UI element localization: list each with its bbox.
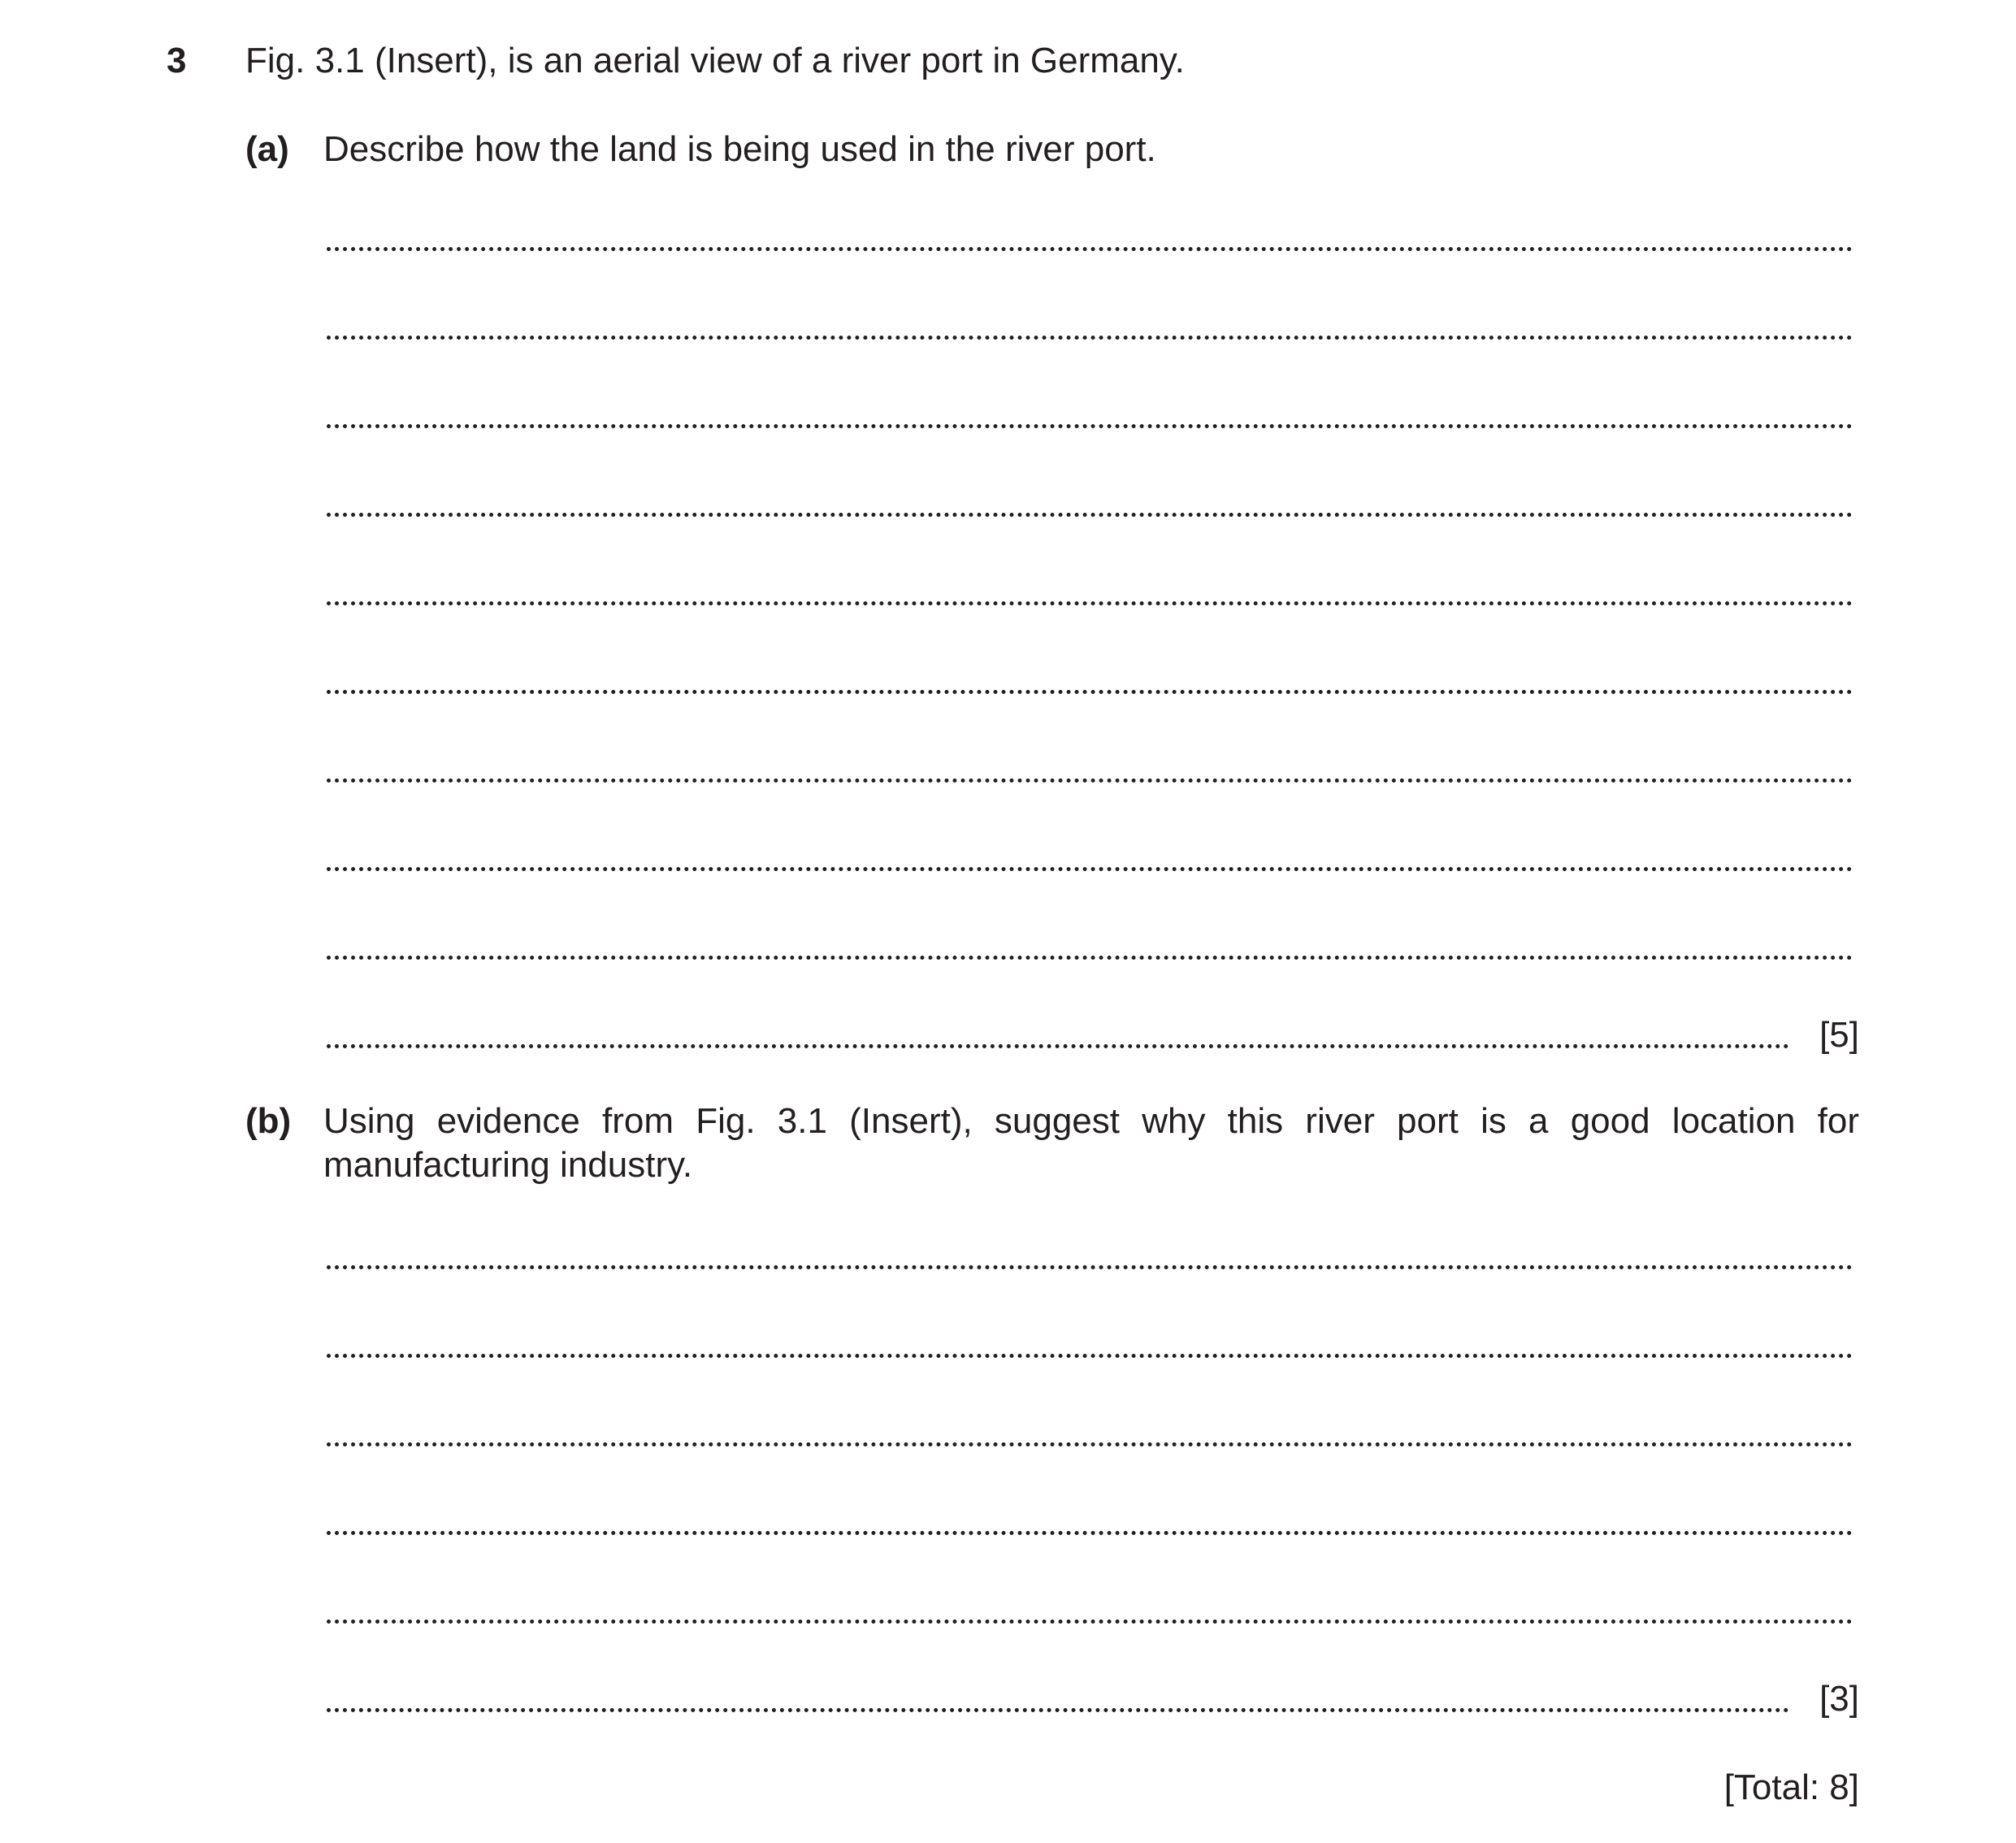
- question-number: 3: [167, 41, 187, 80]
- answer-line[interactable]: [327, 778, 1853, 783]
- answer-line[interactable]: [327, 1265, 1853, 1269]
- answer-line[interactable]: [327, 867, 1853, 871]
- answer-line[interactable]: [327, 1044, 1789, 1048]
- answer-line[interactable]: [327, 336, 1853, 340]
- part-a-label: (a): [245, 129, 289, 169]
- part-a-prompt: Describe how the land is being used in the river port.: [323, 129, 1156, 169]
- answer-line[interactable]: [327, 513, 1853, 517]
- answer-line[interactable]: [327, 690, 1853, 694]
- part-b-label: (b): [245, 1101, 292, 1141]
- answer-line[interactable]: [327, 1531, 1853, 1535]
- answer-line[interactable]: [327, 1620, 1853, 1624]
- answer-line[interactable]: [327, 424, 1853, 428]
- part-a-marks: [5]: [1819, 1015, 1859, 1055]
- part-b-prompt-line1: Using evidence from Fig. 3.1 (Insert), suggest why this river port is a good location for: [323, 1101, 1859, 1141]
- answer-line[interactable]: [327, 601, 1853, 605]
- answer-line[interactable]: [327, 956, 1853, 960]
- question-stem: Fig. 3.1 (Insert), is an aerial view of a river port in Germany.: [245, 41, 1185, 80]
- answer-line[interactable]: [327, 1442, 1853, 1446]
- part-b-prompt-line2: manufacturing industry.: [323, 1145, 693, 1185]
- total-marks: [Total: 8]: [1723, 1767, 1859, 1807]
- answer-line[interactable]: [327, 1708, 1789, 1712]
- answer-line[interactable]: [327, 247, 1853, 251]
- part-b-marks: [3]: [1819, 1679, 1859, 1719]
- answer-line[interactable]: [327, 1354, 1853, 1358]
